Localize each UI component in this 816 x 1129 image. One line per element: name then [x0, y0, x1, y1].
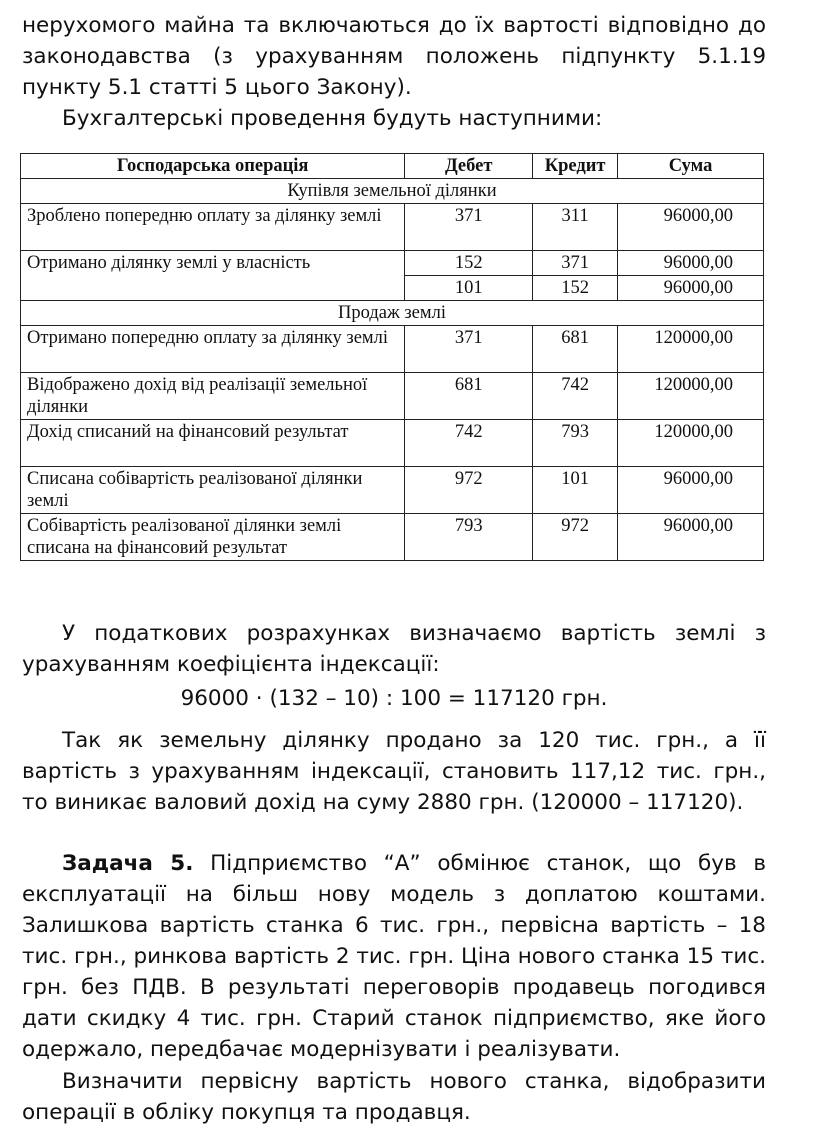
header-credit: Кредит	[533, 154, 618, 179]
cell-debit: 793	[405, 514, 533, 561]
table-row	[21, 467, 764, 514]
cell-operation: Отримано попередню оплату за ділянку землі	[21, 326, 405, 373]
table-row	[21, 420, 764, 467]
cell-debit: 742	[405, 420, 533, 467]
cell-operation: Дохід списаний на фінансовий результат	[21, 420, 405, 467]
task-5-paragraph	[22, 848, 766, 1065]
cell-operation: Собівартість реалізованої ділянки землі списана на фінансовий результат	[21, 514, 405, 561]
cell-credit: 311	[533, 204, 618, 251]
table-row	[21, 326, 764, 373]
task-5-label: Задача 5.	[62, 851, 194, 876]
cell-debit: 972	[405, 467, 533, 514]
section-row-sale	[21, 301, 764, 326]
task-5-question: Визначити первісну вартість нового станка, відобразити операції в обліку покупця та продавця.	[22, 1069, 766, 1125]
cell-credit: 793	[533, 420, 618, 467]
entries-heading: Бухгалтерські проведення будуть наступними:	[62, 106, 603, 131]
cell-amount: 96000,00	[618, 251, 764, 276]
tax-paragraph: У податкових розрахунках визначаємо вартість землі з урахуванням коефіцієнта індексації:	[22, 621, 766, 677]
tax-conclusion: Так як земельну ділянку продано за 120 тис. грн., а її вартість з урахуванням індексації, становить 117,12 тис. грн., то виникає валовий дохід на суму 2880 грн. (120000 – 117120).	[22, 728, 766, 815]
cell-debit: 371	[405, 204, 533, 251]
intro-paragraph: нерухомого майна та включаються до їх вартості відповідно до законодавства (з урахуванням положень підпункту 5.1.19 пункту 5.1 статті 5 цього Закону).	[22, 13, 766, 100]
section-title: Купівля земельної ділянки	[21, 179, 764, 204]
cell-operation: Списана собівартість реалізованої ділянки землі	[21, 467, 405, 514]
cell-debit: 681	[405, 373, 533, 420]
cell-amount: 120000,00	[618, 326, 764, 373]
table-row	[21, 251, 764, 276]
task-5-text: Підприємство “А” обмінює станок, що був в експлуатації на більш нову модель з доплатою коштами. Залишкова вартість станка 6 тис. грн., первісна вартість – 18 тис. грн., ринкова вартість 2 тис. грн. Ціна нового станка 15 тис. грн. без ПДВ. В результаті переговорів продавець погодився дати скидку 4 тис. грн. Старий станок підприємство, яке його одержало, передбачає модернізувати і реалізувати.	[22, 851, 766, 1062]
cell-operation: Відображено дохід від реалізації земельної ділянки	[21, 373, 405, 420]
section-title: Продаж землі	[21, 301, 764, 326]
cell-operation: Зроблено попередню оплату за ділянку землі	[21, 204, 405, 251]
header-debit: Дебет	[405, 154, 533, 179]
cell-amount: 120000,00	[618, 420, 764, 467]
cell-operation: Отримано ділянку землі у власність	[21, 251, 405, 301]
cell-credit: 371	[533, 251, 618, 276]
cell-amount: 96000,00	[618, 204, 764, 251]
section-row-purchase	[21, 179, 764, 204]
cell-amount: 96000,00	[618, 467, 764, 514]
header-amount: Сума	[618, 154, 764, 179]
table-row	[21, 373, 764, 420]
cell-credit: 972	[533, 514, 618, 561]
cell-debit: 152	[405, 251, 533, 276]
cell-credit: 742	[533, 373, 618, 420]
cell-credit: 681	[533, 326, 618, 373]
cell-credit: 101	[533, 467, 618, 514]
table-row	[21, 514, 764, 561]
header-operation: Господарська операція	[21, 154, 405, 179]
cell-amount: 96000,00	[618, 514, 764, 561]
tax-formula: 96000 · (132 – 10) : 100 = 117120 грн.	[180, 686, 608, 711]
cell-debit: 371	[405, 326, 533, 373]
cell-credit: 152	[533, 276, 618, 301]
cell-amount: 120000,00	[618, 373, 764, 420]
cell-amount: 96000,00	[618, 276, 764, 301]
cell-debit: 101	[405, 276, 533, 301]
accounting-entries-table	[20, 153, 764, 561]
table-row	[21, 204, 764, 251]
table-header-row	[21, 154, 764, 179]
